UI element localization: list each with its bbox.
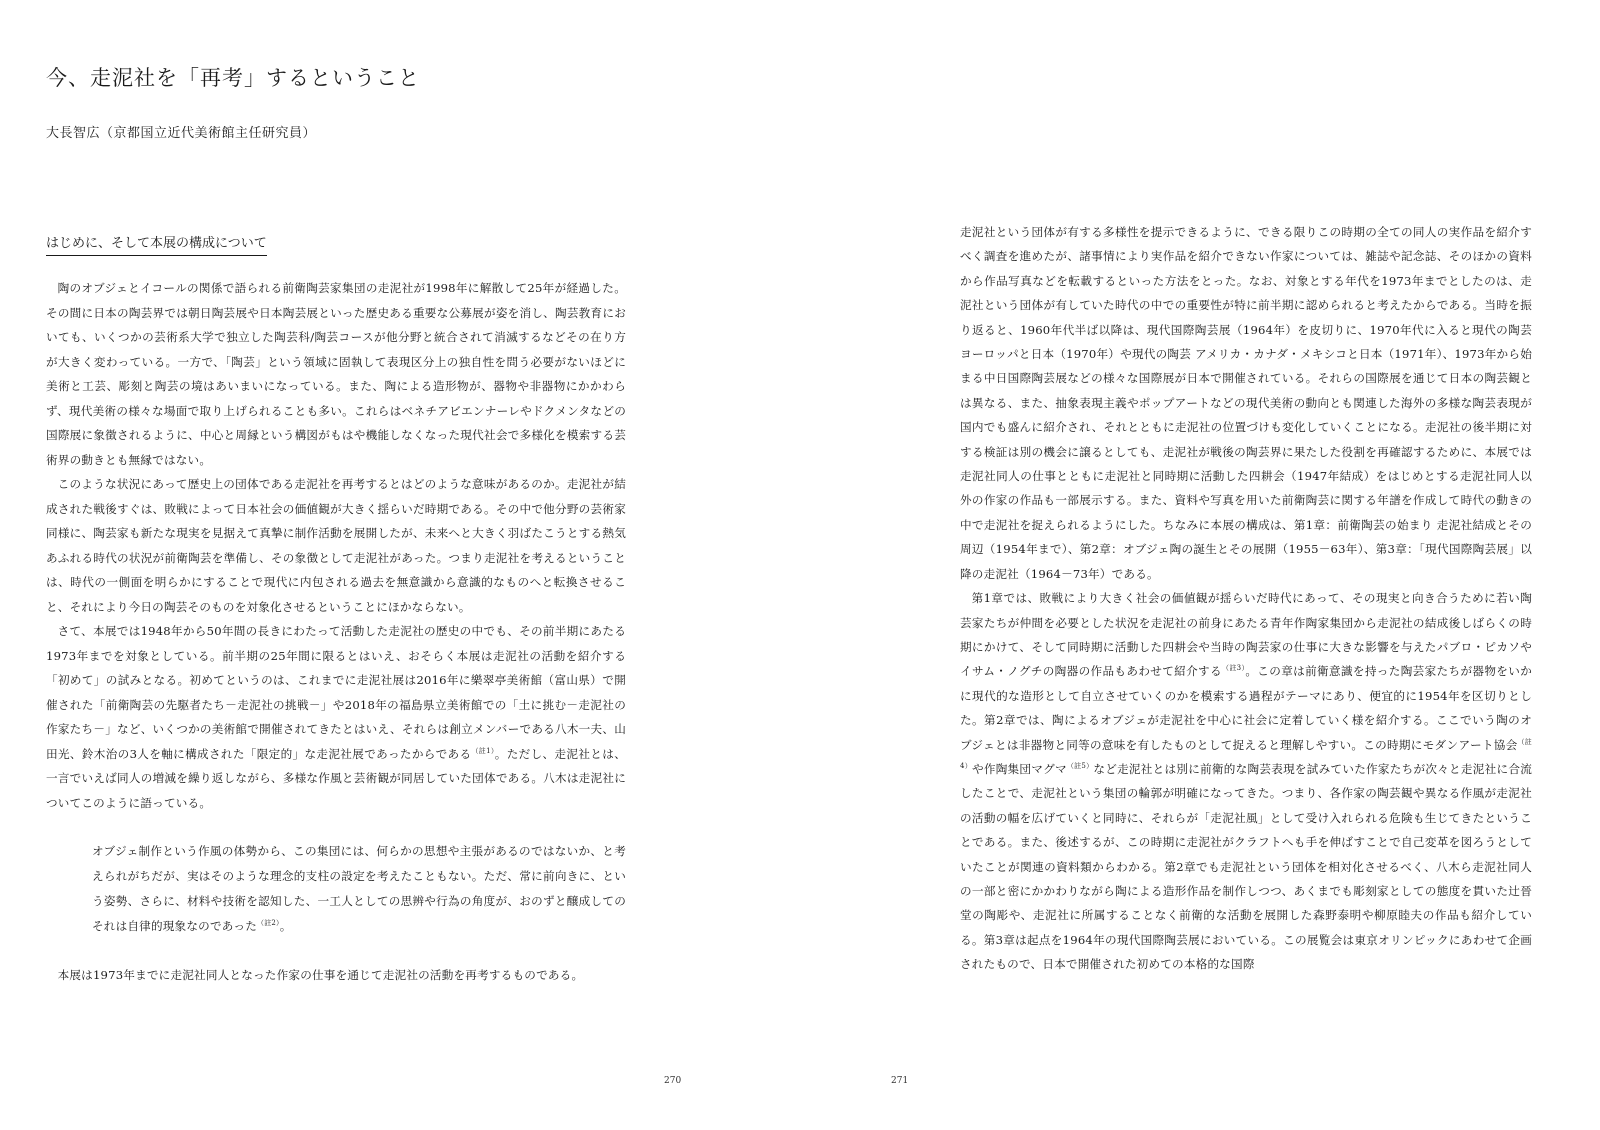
- paragraph: 本展は1973年までに走泥社同人となった作家の仕事を通じて走泥社の活動を再考するものである。: [57, 968, 584, 982]
- page-number: 270: [664, 1076, 682, 1086]
- footnote-ref: （註3）: [1221, 664, 1246, 673]
- paragraph-text: や作陶集団マグマ: [971, 761, 1067, 776]
- paragraph: [960, 586, 1532, 977]
- right-page: [800, 0, 1600, 1130]
- author-line: 大長智広（京都国立近代美術館主任研究員）: [46, 126, 317, 141]
- paragraph: このような状況にあって歴史上の団体である走泥社を再考するとはどのような意味があるのか。走泥社が結成された戦後すぐは、敗戦によって日本社会の価値観が大きく揺らいだ時期である。その中で他分野の芸術家同様に、陶芸家も新たな現実を見据えて真摯に制作活動を展開したが、未来へと大きく羽ばたこうとする熱気あふれる時代の状況が前衛陶芸を準備し、その象徴として走泥社があった。つまり走泥社を考えるということは、時代の一側面を明らかにすることで現代に内包される過去を無意識から意識的なものへと転換させること、それにより今日の陶芸そのものを対象化させるということにほかならない。: [46, 477, 626, 614]
- paragraph-text: など走泥社とは別に前衛的な陶芸表現を試みていた作家たちが次々と走泥社に合流したことで、走泥社という集団の輪郭が明確になってきた。つまり、各作家の陶芸観や異なる作風が走泥社の活動の幅を広げていくと同時に、それらが「走泥社風」として受け入れられる危険も生じてきたということである。また、後述するが、この時期に走泥社がクラフトへも手を伸ばすことで自己変革を図ろうとしていたことが関連の資料類からわかる。第2章でも走泥社という団体を相対化させるべく、八木ら走泥社同人の一部と密にかかわりながら陶による造形作品を制作しつつ、あくまでも彫刻家としての態度を貫いた辻晉堂の陶彫や、走泥社に所属することなく前衛的な活動を展開した森野泰明や柳原睦夫の作品も紹介している。第3章は起点を1964年の現代国際陶芸展においている。この展覧会は東京オリンピックにあわせて企画されたもので、日本で開催された初めての本格的な国際: [960, 761, 1532, 972]
- section-heading: はじめに、そして本展の構成について: [46, 232, 267, 256]
- paragraph-text: 第1章では、敗戦により大きく社会の価値観が揺らいだ時代にあって、その現実と向き合うために若い陶芸家たちが仲間を必要とした状況を走泥社の前身にあたる青年作陶家集団から走泥社の結成後しばらくの時期にかけて、そして同時期に活動した四耕会や当時の陶芸家の仕事に大きな影響を与えたパブロ・ピカソやイサム・ノグチの陶器の作品もあわせて紹介する: [960, 591, 1532, 679]
- paragraph-text: さて、本展では1948年から50年間の長きにわたって活動した走泥社の歴史の中でも、その前半期にあたる1973年までを対象としている。前半期の25年間に限るとはいえ、おそらく本展は走泥社の活動を紹介する「初めて」の試みとなる。初めてというのは、これまでに走泥社展は2016年に樂翠亭美術館（富山県）で開催された「前衛陶芸の先駆者たち－走泥社の挑戦－」や2018年の福島県立美術館での「土に挑む－走泥社の作家たち－」など、いくつかの美術館で開催されてきたとはいえ、それらは創立メンバーである八木一夫、山田光、鈴木治の3人を軸に構成された「限定的」な走泥社展であったからである: [46, 624, 626, 761]
- footnote-ref: （註1）: [471, 746, 495, 755]
- quote-text: [92, 839, 626, 939]
- left-body-text: [46, 276, 626, 988]
- block-quote: [46, 839, 626, 939]
- footnote-ref: （註5）: [1066, 762, 1094, 771]
- paragraph-text: 。この章は前衛意識を持った陶芸家たちが器物をいかに現代的な造形として自立させていくのかを模索する過程がテーマにあり、便宜的に1954年を区切りとした。第2章では、陶によるオブジェが走泥社を中心に社会に定着していく様を紹介する。ここでいう陶のオブジェとは非器物と同等の意味を有したものとして捉えると理解しやすい。この時期にモダンアート協会: [960, 664, 1532, 752]
- quote-body: オブジェ制作という作風の体勢から、この集団には、何らかの思想や主張があるのではないか、と考えられがちだが、実はそのような理念的支柱の設定を考えたこともない。ただ、常に前向きに、という姿勢、さらに、材料や技術を認知した、一工人としての思辨や行為の角度が、おのずと醸成してのそれは自律的現象なのであった: [92, 844, 626, 933]
- footnote-ref: （註4）: [960, 737, 1532, 771]
- right-body-text: [960, 220, 1532, 977]
- footnote-ref: （註2）: [257, 919, 280, 928]
- paragraph: 陶のオブジェとイコールの関係で語られる前衛陶芸家集団の走泥社が1998年に解散して25年が経過した。その間に日本の陶芸界では朝日陶芸展や日本陶芸展といった歴史ある重要な公募展が姿を消し、陶芸教育においても、いくつかの芸術系大学で独立した陶芸科/陶芸コースが他分野と統合されて消滅するなどその在り方が大きく変わっている。一方で、「陶芸」という領域に固執して表現区分上の独自性を問う必要がないほどに美術と工芸、彫刻と陶芸の境はあいまいになっている。また、陶による造形物が、器物や非器物にかかわらず、現代美術の様々な場面で取り上げられることも多い。これらはベネチアビエンナーレやドクメンタなどの国際展に象徴されるように、中心と周縁という構図がもはや機能しなくなった現代社会で多様化を模索する芸術界の動きとも無縁ではない。: [46, 281, 626, 467]
- quote-end: 。: [279, 919, 292, 933]
- page-number: 271: [891, 1076, 909, 1086]
- paragraph-text: 。ただし、走泥社とは、一言でいえば同人の増減を繰り返しながら、多様な作風と芸術観が同居していた団体である。八木は走泥社についてこのように語っている。: [46, 746, 626, 810]
- paragraph: [46, 619, 626, 815]
- paragraph: 走泥社という団体が有する多様性を提示できるように、できる限りこの時期の全ての同人の実作品を紹介すべく調査を進めたが、諸事情により実作品を紹介できない作家については、雑誌や記念誌、そのほかの資料から作品写真などを転載するといった方法をとった。なお、対象とする年代を1973年までとしたのは、走泥社という団体が有していた時代の中での重要性が特に前半期に認められると考えたからである。当時を振り返ると、1960年代半ば以降は、現代国際陶芸展（1964年）を皮切りに、1970年代に入ると現代の陶芸 ヨーロッパと日本（1970年）や現代の陶芸 アメリカ・カナダ・メキシコと日本（1971年）、1973年から始まる中日国際陶芸展などの様々な国際展が日本で開催されている。それらの国際展を通じて日本の陶芸観とは異なる、また、抽象表現主義やポップアートなどの現代美術の動向とも関連した海外の多様な陶芸表現が国内でも盛んに紹介され、それとともに走泥社の位置づけも変化していくことになる。走泥社の後半期に対する検証は別の機会に譲るとしても、走泥社が戦後の陶芸界に果たした役割を再確認するために、本展では走泥社同人の仕事とともに走泥社と同時期に活動した四耕会（1947年結成）をはじめとする走泥社同人以外の作家の作品も一部展示する。また、資料や写真を用いた前衛陶芸に関する年譜を作成して時代の動きの中で走泥社を捉えられるようにした。ちなみに本展の構成は、第1章：前衛陶芸の始まり 走泥社結成とその周辺（1954年まで）、第2章：オブジェ陶の誕生とその展開（1955－63年）、第3章：「現代国際陶芸展」以降の走泥社（1964－73年）である。: [960, 225, 1532, 581]
- article-title: 今、走泥社を「再考」するということ: [46, 66, 420, 90]
